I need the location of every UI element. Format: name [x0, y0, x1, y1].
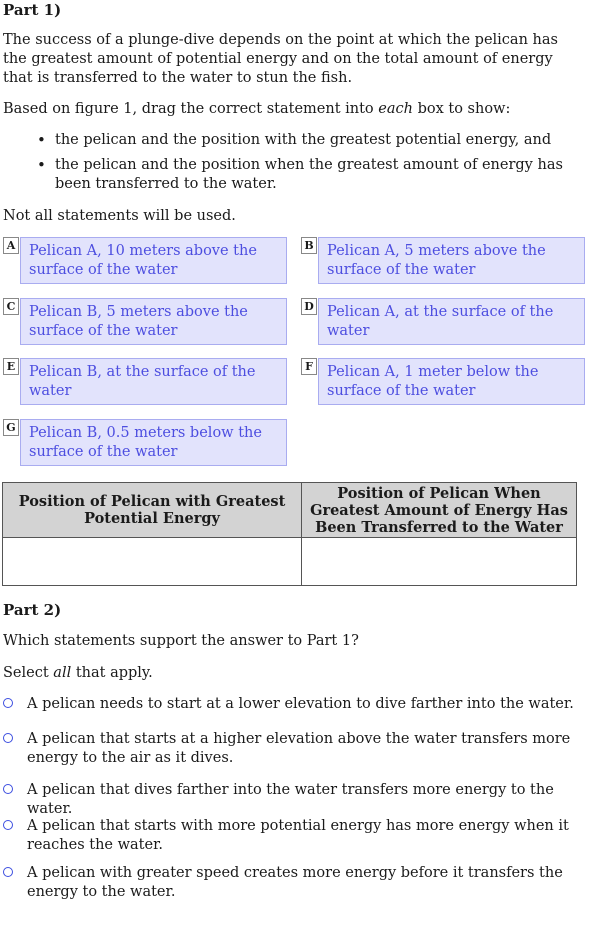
choice-letter-f: F	[301, 358, 317, 375]
choice-letter-g: G	[3, 419, 19, 436]
choice-e[interactable]: Pelican B, at the surface of the water	[20, 358, 287, 405]
column-header-energy-transferred: Position of Pelican When Greatest Amount of Energy Has Been Transferred to the Water	[302, 483, 577, 538]
answer-option-text: A pelican that dives farther into the water transfers more energy to the water.	[27, 782, 554, 817]
choice-letter-e: E	[3, 358, 19, 375]
choice-letter-d: D	[301, 298, 317, 315]
part1-note: Not all statements will be used.	[3, 208, 236, 224]
radio-button-icon[interactable]	[3, 733, 13, 743]
drop-zone-energy-transferred[interactable]	[302, 538, 577, 586]
part1-title: Part 1)	[3, 1, 62, 19]
part2-select-instruction	[3, 664, 583, 683]
column-header-potential-energy: Position of Pelican with Greatest Potential Energy	[3, 483, 302, 538]
instruction-text-pre: Based on figure 1, drag the correct statement into	[3, 101, 379, 117]
part1-instruction	[3, 100, 583, 119]
choice-f[interactable]: Pelican A, 1 meter below the surface of the water	[318, 358, 585, 405]
choice-letter-a: A	[3, 237, 19, 254]
choice-d[interactable]: Pelican A, at the surface of the water	[318, 298, 585, 345]
select-text-emphasis: all	[53, 665, 72, 681]
requirement-text: the pelican and the position when the greatest amount of energy has been transferred to the water.	[55, 157, 563, 192]
answer-option-text: A pelican that starts at a higher elevation above the water transfers more energy to the air as it dives.	[27, 731, 571, 766]
choice-b[interactable]: Pelican A, 5 meters above the surface of the water	[318, 237, 585, 284]
answer-option-5[interactable]	[3, 864, 591, 902]
choice-letter-c: C	[3, 298, 19, 315]
select-text-post: that apply.	[71, 665, 153, 681]
requirement-text: the pelican and the position with the greatest potential energy, and	[55, 132, 552, 148]
radio-button-icon[interactable]	[3, 698, 13, 708]
choice-g[interactable]: Pelican B, 0.5 meters below the surface of the water	[20, 419, 287, 466]
answer-option-text: A pelican that starts with more potential energy has more energy when it reaches the water.	[27, 818, 569, 853]
part1-intro: The success of a plunge-dive depends on the point at which the pelican has the greatest amount of potential energy and on the total amount of energy that is transferred to the water to stun the fish.	[3, 32, 558, 86]
drop-zone-potential-energy[interactable]	[3, 538, 302, 586]
instruction-text-emphasis: each	[378, 101, 413, 117]
part2-title: Part 2)	[3, 601, 62, 619]
choice-letter-b: B	[301, 237, 317, 254]
select-text-pre: Select	[3, 665, 54, 681]
radio-button-icon[interactable]	[3, 867, 13, 877]
requirement-item	[37, 156, 589, 194]
requirement-list	[37, 131, 589, 200]
radio-button-icon[interactable]	[3, 820, 13, 830]
radio-button-icon[interactable]	[3, 784, 13, 794]
requirement-item	[37, 131, 589, 150]
choice-c[interactable]: Pelican B, 5 meters above the surface of the water	[20, 298, 287, 345]
choice-a[interactable]: Pelican A, 10 meters above the surface of the water	[20, 237, 287, 284]
answer-option-text: A pelican needs to start at a lower elevation to dive farther into the water.	[27, 696, 574, 712]
answer-option-1[interactable]	[3, 695, 591, 714]
answer-option-3[interactable]	[3, 781, 591, 819]
drop-table	[2, 482, 577, 586]
instruction-text-post: box to show:	[412, 101, 511, 117]
answer-option-text: A pelican with greater speed creates more energy before it transfers the energy to the water.	[27, 865, 563, 900]
answer-option-4[interactable]	[3, 817, 591, 855]
answer-option-2[interactable]	[3, 730, 591, 768]
part2-question: Which statements support the answer to Part 1?	[3, 633, 359, 649]
